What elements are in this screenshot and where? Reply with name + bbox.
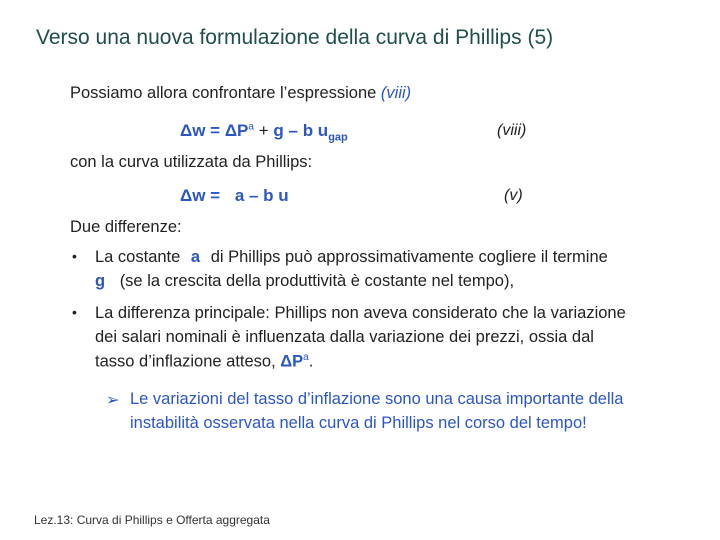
sub-bullet-line2: instabilità osservata nella curva di Phillips nel corso del tempo! — [130, 414, 587, 432]
bullet1-const-a: a — [190, 248, 201, 266]
intro-line — [70, 84, 411, 103]
formula-viii-dp: ΔP — [224, 121, 249, 140]
formula-v-rhs: a – b u — [234, 186, 289, 205]
bullet-dot-1: • — [72, 248, 77, 264]
arrow-bullet-icon: ➢ — [106, 392, 120, 409]
bullet1-rest: (se la crescita della produttività è costante nel tempo), — [119, 272, 515, 290]
bullet-dot-2: • — [72, 304, 77, 320]
formula-viii-g: g — [273, 121, 284, 140]
formula-viii-lhs: Δw = — [180, 121, 221, 140]
formula-v-tag: (v) — [504, 187, 523, 204]
formula-v — [180, 186, 289, 206]
formula-viii-sup: a — [248, 121, 254, 133]
bullet1-g: g — [95, 272, 106, 290]
formula-viii-plus: + — [258, 121, 269, 140]
formula-viii-tag: (viii) — [497, 122, 527, 139]
formula-v-lhs: Δw = — [180, 186, 221, 205]
formula-viii-sub: gap — [328, 131, 348, 144]
bullet2-end: . — [308, 352, 314, 371]
formula-viii-bu: b u — [302, 121, 329, 140]
bullet1-line1 — [95, 248, 608, 267]
bullet2-text: tasso d’inflazione atteso, — [95, 352, 276, 371]
bullet2-line3 — [95, 352, 313, 372]
bullet1-line2 — [95, 272, 514, 291]
bullet1-text-b: di Phillips può approssimativamente cogliere il termine — [210, 248, 608, 266]
bullet1-text-a: La costante — [95, 248, 181, 266]
formula-viii-minus: – — [288, 121, 298, 140]
bullet2-dp: ΔP — [280, 352, 304, 371]
slide-title: Verso una nuova formulazione della curva di Phillips (5) — [36, 26, 554, 49]
formula-viii — [180, 121, 348, 143]
intro-ref: (viii) — [380, 84, 412, 102]
slide-footer: Lez.13: Curva di Phillips e Offerta aggregata — [34, 513, 270, 527]
mid-text: con la curva utilizzata da Phillips: — [70, 153, 313, 171]
diff-heading: Due differenze: — [70, 218, 182, 236]
bullet2-line1: La differenza principale: Phillips non aveva considerato che la variazione — [95, 304, 626, 322]
bullet2-line2: dei salari nominali è influenzata dalla variazione dei prezzi, ossia dal — [95, 328, 594, 346]
bullet2-sup: a — [303, 352, 309, 363]
sub-bullet-line1: Le variazioni del tasso d’inflazione sono una causa importante della — [130, 390, 624, 408]
intro-text: Possiamo allora confrontare l’espressione — [70, 84, 377, 102]
